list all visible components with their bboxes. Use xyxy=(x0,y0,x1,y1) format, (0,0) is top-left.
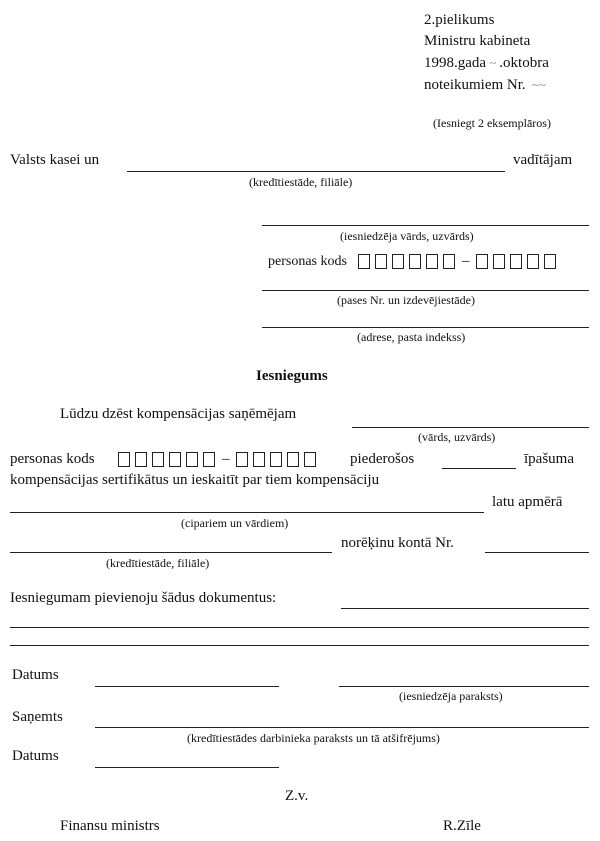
minister-title: Finansu ministrs xyxy=(60,818,160,834)
applicant-signature-line[interactable] xyxy=(339,686,589,687)
code-box[interactable] xyxy=(392,254,404,269)
date-label-1: Datums xyxy=(12,667,59,683)
appendix-regulation xyxy=(424,74,549,96)
code-box[interactable] xyxy=(510,254,522,269)
recipient-prefix: Valsts kasei un xyxy=(10,152,100,168)
code-box[interactable] xyxy=(375,254,387,269)
code-dash: – xyxy=(222,451,230,467)
recipient-bank-line[interactable] xyxy=(127,171,505,172)
code-box[interactable] xyxy=(527,254,539,269)
body-personal-code-boxes[interactable] xyxy=(118,451,321,468)
code-box[interactable] xyxy=(135,452,147,467)
submit-note: (Iesniegt 2 eksemplāros) xyxy=(433,116,551,130)
belonging-text: piederošos xyxy=(350,451,415,467)
received-label: Saņemts xyxy=(12,709,63,725)
code-box[interactable] xyxy=(236,452,248,467)
minister-name: R.Zīle xyxy=(443,818,481,834)
bank-line[interactable] xyxy=(10,552,332,553)
handwritten-day-scribble: ~ xyxy=(488,55,498,70)
recipient-name-caption: (vārds, uzvārds) xyxy=(418,430,496,444)
code-box[interactable] xyxy=(476,254,488,269)
property-text: īpašuma xyxy=(524,451,574,467)
officer-caption: (kredītiestādes darbinieka paraksts un tā atšifrējums) xyxy=(187,731,440,745)
code-box[interactable] xyxy=(270,452,282,467)
appendix-regulation-label: noteikumiem Nr. xyxy=(424,77,526,93)
code-box[interactable] xyxy=(544,254,556,269)
code-box[interactable] xyxy=(304,452,316,467)
certificate-text: kompensācijas sertifikātus un ieskaitīt par tiem kompensāciju xyxy=(10,472,380,488)
code-box[interactable] xyxy=(493,254,505,269)
code-box[interactable] xyxy=(253,452,265,467)
request-text: Lūdzu dzēst kompensācijas saņēmējam xyxy=(60,406,297,422)
applicant-name-line[interactable] xyxy=(262,225,589,226)
seal-mark: Z.v. xyxy=(285,788,309,804)
account-text: norēķinu kontā Nr. xyxy=(341,535,454,551)
applicant-passport-line[interactable] xyxy=(262,290,589,291)
appendix-number: 2.pielikums xyxy=(424,12,495,28)
code-box[interactable] xyxy=(169,452,181,467)
code-box[interactable] xyxy=(118,452,130,467)
code-box[interactable] xyxy=(409,254,421,269)
amount-suffix: latu apmērā xyxy=(492,494,563,510)
code-box[interactable] xyxy=(426,254,438,269)
recipient-suffix: vadītājam xyxy=(513,152,573,168)
account-number-line[interactable] xyxy=(485,552,589,553)
code-dash: – xyxy=(462,253,470,269)
code-box[interactable] xyxy=(358,254,370,269)
applicant-signature-caption: (iesniedzēja paraksts) xyxy=(399,689,503,703)
date-label-2: Datums xyxy=(12,748,59,764)
amount-caption: (cipariem un vārdiem) xyxy=(181,516,289,530)
appendix-month: .oktobra xyxy=(499,55,549,71)
code-box[interactable] xyxy=(203,452,215,467)
attached-docs-line-2[interactable] xyxy=(10,627,589,628)
applicant-name-caption: (iesniedzēja vārds, uzvārds) xyxy=(340,229,474,243)
date-line-1[interactable] xyxy=(95,686,279,687)
attached-docs-line-3[interactable] xyxy=(10,645,589,646)
appendix-year: 1998.gada xyxy=(424,55,487,71)
code-box[interactable] xyxy=(287,452,299,467)
appendix-cabinet: Ministru kabineta xyxy=(424,33,531,49)
applicant-address-line[interactable] xyxy=(262,327,589,328)
applicant-address-caption: (adrese, pasta indekss) xyxy=(357,330,466,344)
code-box[interactable] xyxy=(186,452,198,467)
recipient-name-line[interactable] xyxy=(352,427,589,428)
recipient-caption: (kredītiestāde, filiāle) xyxy=(249,175,353,189)
applicant-passport-caption: (pases Nr. un izdevējiestāde) xyxy=(337,293,475,307)
date-line-2[interactable] xyxy=(95,767,279,768)
bank-caption: (kredītiestāde, filiāle) xyxy=(106,556,210,570)
document-title: Iesniegums xyxy=(256,368,328,384)
body-personal-code-label: personas kods xyxy=(10,451,95,467)
property-type-line[interactable] xyxy=(442,468,516,469)
attached-text: Iesniegumam pievienoju šādus dokumentus: xyxy=(10,590,277,606)
code-box[interactable] xyxy=(152,452,164,467)
appendix-date xyxy=(424,52,549,74)
applicant-personal-code-label: personas kods xyxy=(268,254,347,269)
code-box[interactable] xyxy=(443,254,455,269)
applicant-personal-code-boxes[interactable] xyxy=(358,253,561,270)
appendix-header xyxy=(424,10,549,96)
officer-signature-line[interactable] xyxy=(95,727,589,728)
handwritten-number-scribble: ~~ xyxy=(531,77,546,92)
attached-docs-line-1[interactable] xyxy=(341,608,589,609)
amount-line[interactable] xyxy=(10,512,484,513)
